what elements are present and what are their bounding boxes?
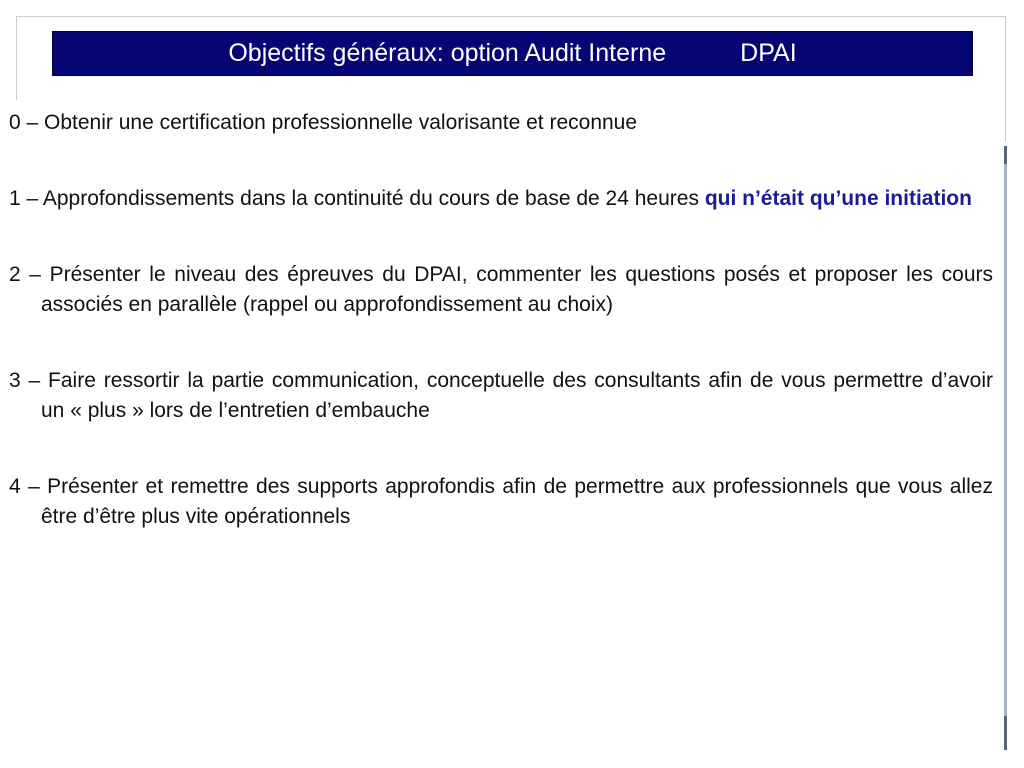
objective-text-4: 4 – Présenter et remettre des supports approfondis afin de permettre aux professionnels que vous allez être d’être plus vite opérationnels [9,475,993,528]
slide-side-bar-accent-top [1004,146,1007,164]
slide-frame-left-line [16,16,17,100]
objective-text-0: 0 – Obtenir une certification professionnelle valorisante et reconnue [9,111,638,134]
slide-title-bar [52,31,973,76]
slide-title: Objectifs généraux: option Audit Interne [228,39,667,67]
slide-side-bar [1004,146,1007,750]
objective-item-2 [9,260,993,320]
slide-frame-right-line [1005,16,1006,142]
slide-title-tag: DPAI [740,39,797,67]
slide-frame-top-line [16,16,1006,17]
objective-text-3: 3 – Faire ressortir la partie communication, conceptuelle des consultants afin de vous permettre d’avoir un « plus » lors de l’entretien d’embauche [9,369,993,422]
objective-text-2: 2 – Présenter le niveau des épreuves du DPAI, commenter les questions posés et proposer les cours associés en parallèle (rappel ou approfondissement au choix) [9,263,993,316]
objective-emphasis-1: qui n’était qu’une initiation [704,187,972,210]
objective-item-4 [9,472,993,532]
objective-item-3 [9,366,993,426]
objective-item-0 [9,108,993,138]
slide-side-bar-accent-bottom [1004,716,1007,750]
objectives-list [9,108,993,578]
objective-text-1: 1 – Approfondissements dans la continuité du cours de base de 24 heures [9,187,705,210]
objective-item-1 [9,184,993,214]
